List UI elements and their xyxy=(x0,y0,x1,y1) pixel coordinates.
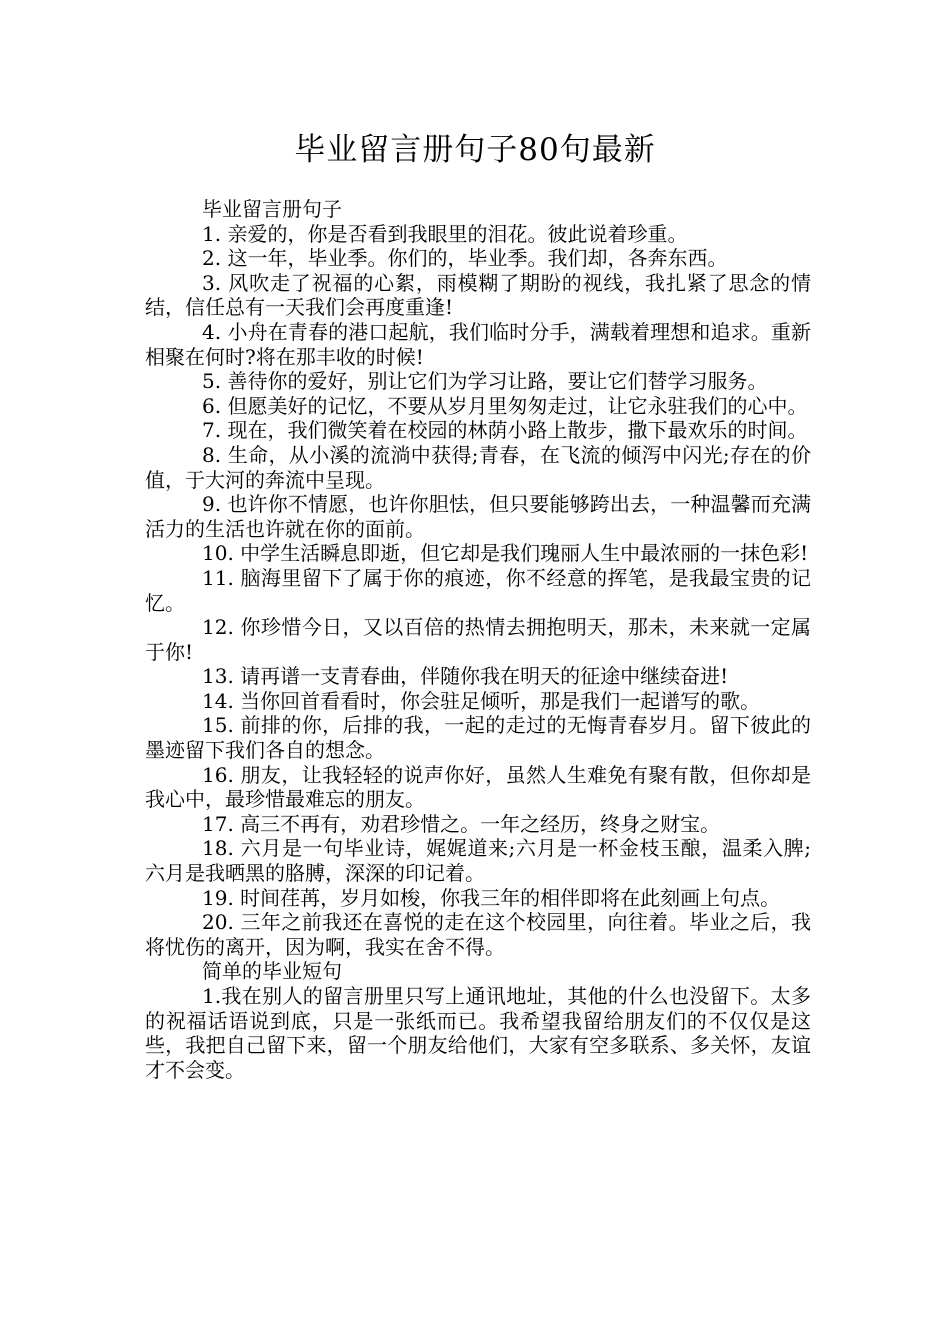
paragraph: 20. 三年之前我还在喜悦的走在这个校园里，向往着。毕业之后，我将忧伤的离开，因为啊，我实在舍不得。 xyxy=(145,910,811,959)
paragraph: 7. 现在，我们微笑着在校园的林荫小路上散步，撒下最欢乐的时间。 xyxy=(202,418,808,443)
paragraph: 11. 脑海里留下了属于你的痕迹，你不经意的挥笔，是我最宝贵的记忆。 xyxy=(145,565,811,615)
page-title: 毕业留言册句子80句最新 xyxy=(294,132,656,168)
paragraph: 17. 高三不再有，劝君珍惜之。一年之经历，终身之财宝。 xyxy=(202,811,721,836)
paragraph: 1.我在别人的留言册里只写上通讯地址，其他的什么也没留下。太多的祝福话语说到底，只是一张纸而已。我希望我留给朋友们的不仅仅是这些，我把自己留下来，留一个朋友给他们，大家有空多联系、多关怀，友谊才不会变。 xyxy=(145,984,811,1082)
paragraph: 10. 中学生活瞬息即逝，但它却是我们瑰丽人生中最浓丽的一抹色彩! xyxy=(202,541,809,566)
paragraph: 2. 这一年，毕业季。你们的，毕业季。我们却，各奔东西。 xyxy=(202,246,728,271)
paragraph: 6. 但愿美好的记忆，不要从岁月里匆匆走过，让它永驻我们的心中。 xyxy=(202,393,808,418)
document-body xyxy=(145,197,811,1082)
paragraph: 14. 当你回首看看时，你会驻足倾听，那是我们一起谱写的歌。 xyxy=(202,688,761,713)
paragraph: 1. 亲爱的，你是否看到我眼里的泪花。彼此说着珍重。 xyxy=(202,221,688,246)
paragraph: 9. 也许你不情愿，也许你胆怯，但只要能够跨出去，一种温馨而充满活力的生活也许就在你的面前。 xyxy=(145,492,811,541)
section-heading: 简单的毕业短句 xyxy=(202,959,342,984)
paragraph: 16. 朋友，让我轻轻的说声你好，虽然人生难免有聚有散，但你却是我心中，最珍惜最难忘的朋友。 xyxy=(145,762,811,812)
paragraph: 12. 你珍惜今日，又以百倍的热情去拥抱明天，那未，未来就一定属于你! xyxy=(145,615,811,664)
paragraph: 19. 时间荏苒，岁月如梭，你我三年的相伴即将在此刻画上句点。 xyxy=(202,885,781,910)
paragraph: 4. 小舟在青春的港口起航，我们临时分手，满载着理想和追求。重新相聚在何时?将在那丰收的时候! xyxy=(145,319,811,369)
paragraph: 3. 风吹走了祝福的心絮，雨模糊了期盼的视线，我扎紧了思念的情结，信任总有一天我们会再度重逢! xyxy=(145,270,811,320)
paragraph: 8. 生命，从小溪的流淌中获得;青春，在飞流的倾泻中闪光;存在的价值，于大河的奔流中呈现。 xyxy=(145,442,811,492)
paragraph: 13. 请再谱一支青春曲，伴随你我在明天的征途中继续奋进! xyxy=(202,664,729,689)
paragraph: 5. 善待你的爱好，别让它们为学习让路，要让它们替学习服务。 xyxy=(202,369,768,394)
section-heading: 毕业留言册句子 xyxy=(202,197,342,221)
paragraph: 18. 六月是一句毕业诗，娓娓道来;六月是一杯金枝玉酿，温柔入脾;六月是我晒黑的胳膊，深深的印记着。 xyxy=(145,836,811,886)
paragraph: 15. 前排的你，后排的我，一起的走过的无悔青春岁月。留下彼此的墨迹留下我们各自的想念。 xyxy=(145,713,811,763)
